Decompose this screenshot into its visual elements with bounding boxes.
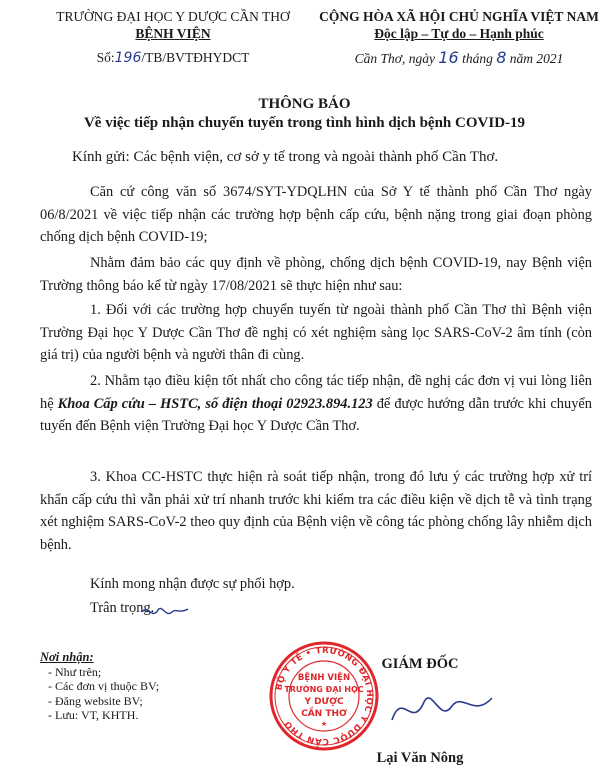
paragraph-item-2 xyxy=(40,370,592,438)
paragraph-basis: Căn cứ công văn số 3674/SYT-YDQLHN của Sở Y tế thành phố Cần Thơ ngày 06/8/2021 về việc tiếp nhận các trường hợp bệnh cấp cứu, bệnh nặng trong giai đoạn phòng chống dịch bệnh COVID-19; xyxy=(40,184,592,245)
number-suffix: /TB/BVTĐHYDCT xyxy=(141,50,250,65)
recipient-item: - Các đơn vị thuộc BV; xyxy=(48,679,160,694)
seal-ring-text: BỘ Y TẾ • TRƯỜNG ĐẠI HỌC Y DƯỢC CẦN THƠ xyxy=(274,645,375,747)
issuer-block xyxy=(38,8,308,67)
recipients-list xyxy=(40,665,159,723)
motto: Độc lập – Tự do – Hạnh phúc xyxy=(374,26,544,41)
date-day: 16 xyxy=(438,48,459,67)
document-title: THÔNG BÁO xyxy=(258,96,351,112)
official-seal xyxy=(268,640,380,752)
closing-request: Kính mong nhận được sự phối hợp. xyxy=(90,576,295,592)
national-header xyxy=(314,8,604,67)
director-signature xyxy=(382,680,502,740)
seal-star-icon: ★ xyxy=(320,720,328,728)
greeting: Kính gửi: Các bệnh viện, cơ sở y tế trong và ngoài thành phố Cần Thơ. xyxy=(72,149,499,165)
emergency-contact: Khoa Cấp cứu – HSTC, số điện thoại 02923.894.123 xyxy=(57,395,373,412)
seal-line: TRƯỜNG ĐẠI HỌC xyxy=(284,685,364,694)
recipients-block xyxy=(40,650,159,723)
paragraph-item-1: 1. Đối với các trường hợp chuyển tuyến từ ngoài thành phố Cần Thơ thì Bệnh viện Trường Đại học Y Dược Cần Thơ đề nghị có xét nghiệm sàng lọc SARS-CoV-2 âm tính (còn giá trị) của người bệnh và người thân đi cùng. xyxy=(40,302,592,363)
seal-line: Y DƯỢC xyxy=(304,697,344,707)
document-number xyxy=(38,49,308,67)
unit-name: BỆNH VIỆN xyxy=(135,26,211,41)
document-date xyxy=(314,49,604,67)
document-subject: Về việc tiếp nhận chuyển tuyến trong tình hình dịch bệnh COVID-19 xyxy=(83,115,526,131)
seal-line: CẦN THƠ xyxy=(301,709,347,719)
recipients-label: Nơi nhận: xyxy=(40,650,94,664)
date-city: Cần Thơ, ngày xyxy=(354,51,435,66)
org-name: TRƯỜNG ĐẠI HỌC Y DƯỢC CẦN THƠ xyxy=(56,9,290,24)
initial-signature xyxy=(140,600,190,622)
signer-name: Lại Văn Nông xyxy=(376,750,464,766)
signer-position: GIÁM ĐỐC xyxy=(381,656,459,672)
closing-regards: Trân trọng. xyxy=(90,600,155,616)
paragraph-item-3: 3. Khoa CC-HSTC thực hiện rà soát tiếp nhận, trong đó lưu ý các trường hợp xử trí khẩn cấp cứu thì vẫn phải xử trí nhanh trước khi kiểm tra các điều kiện về dịch tễ và tình trạng xét nghiệm SARS-CoV-2 theo quy định của Bệnh viện về công tác phòng chống lây nhiễm dịch bệnh. xyxy=(40,469,592,553)
paragraph-purpose: Nhằm đảm bảo các quy định về phòng, chống dịch bệnh COVID-19, nay Bệnh viện Trường thông báo kể từ ngày 17/08/2021 sẽ thực hiện như sau: xyxy=(40,255,592,294)
number-handwritten: 196 xyxy=(114,50,142,66)
recipient-item: - Như trên; xyxy=(48,664,102,679)
date-month: 8 xyxy=(496,48,507,67)
number-prefix: Số: xyxy=(96,50,115,65)
item-2-text-a: 2. Nhằm tạo điều kiện tốt nhất cho công tác tiếp nhận, đề nghị các đơn vị vui lòng liên hệ xyxy=(40,373,592,412)
date-month-label: tháng xyxy=(462,51,493,66)
recipient-item: - Đăng website BV; xyxy=(48,693,143,708)
recipient-item: - Lưu: VT, KHTH. xyxy=(48,708,139,723)
seal-line: BỆNH VIỆN xyxy=(297,673,351,683)
country-name: CỘNG HÒA XÃ HỘI CHỦ NGHĨA VIỆT NAM xyxy=(319,9,599,24)
date-year: năm 2021 xyxy=(509,51,564,66)
item-2-text-b: để được hướng dẫn trước khi chuyển tuyến đến Bệnh viện Trường Đại học Y Dược Cần Thơ. xyxy=(40,395,592,434)
